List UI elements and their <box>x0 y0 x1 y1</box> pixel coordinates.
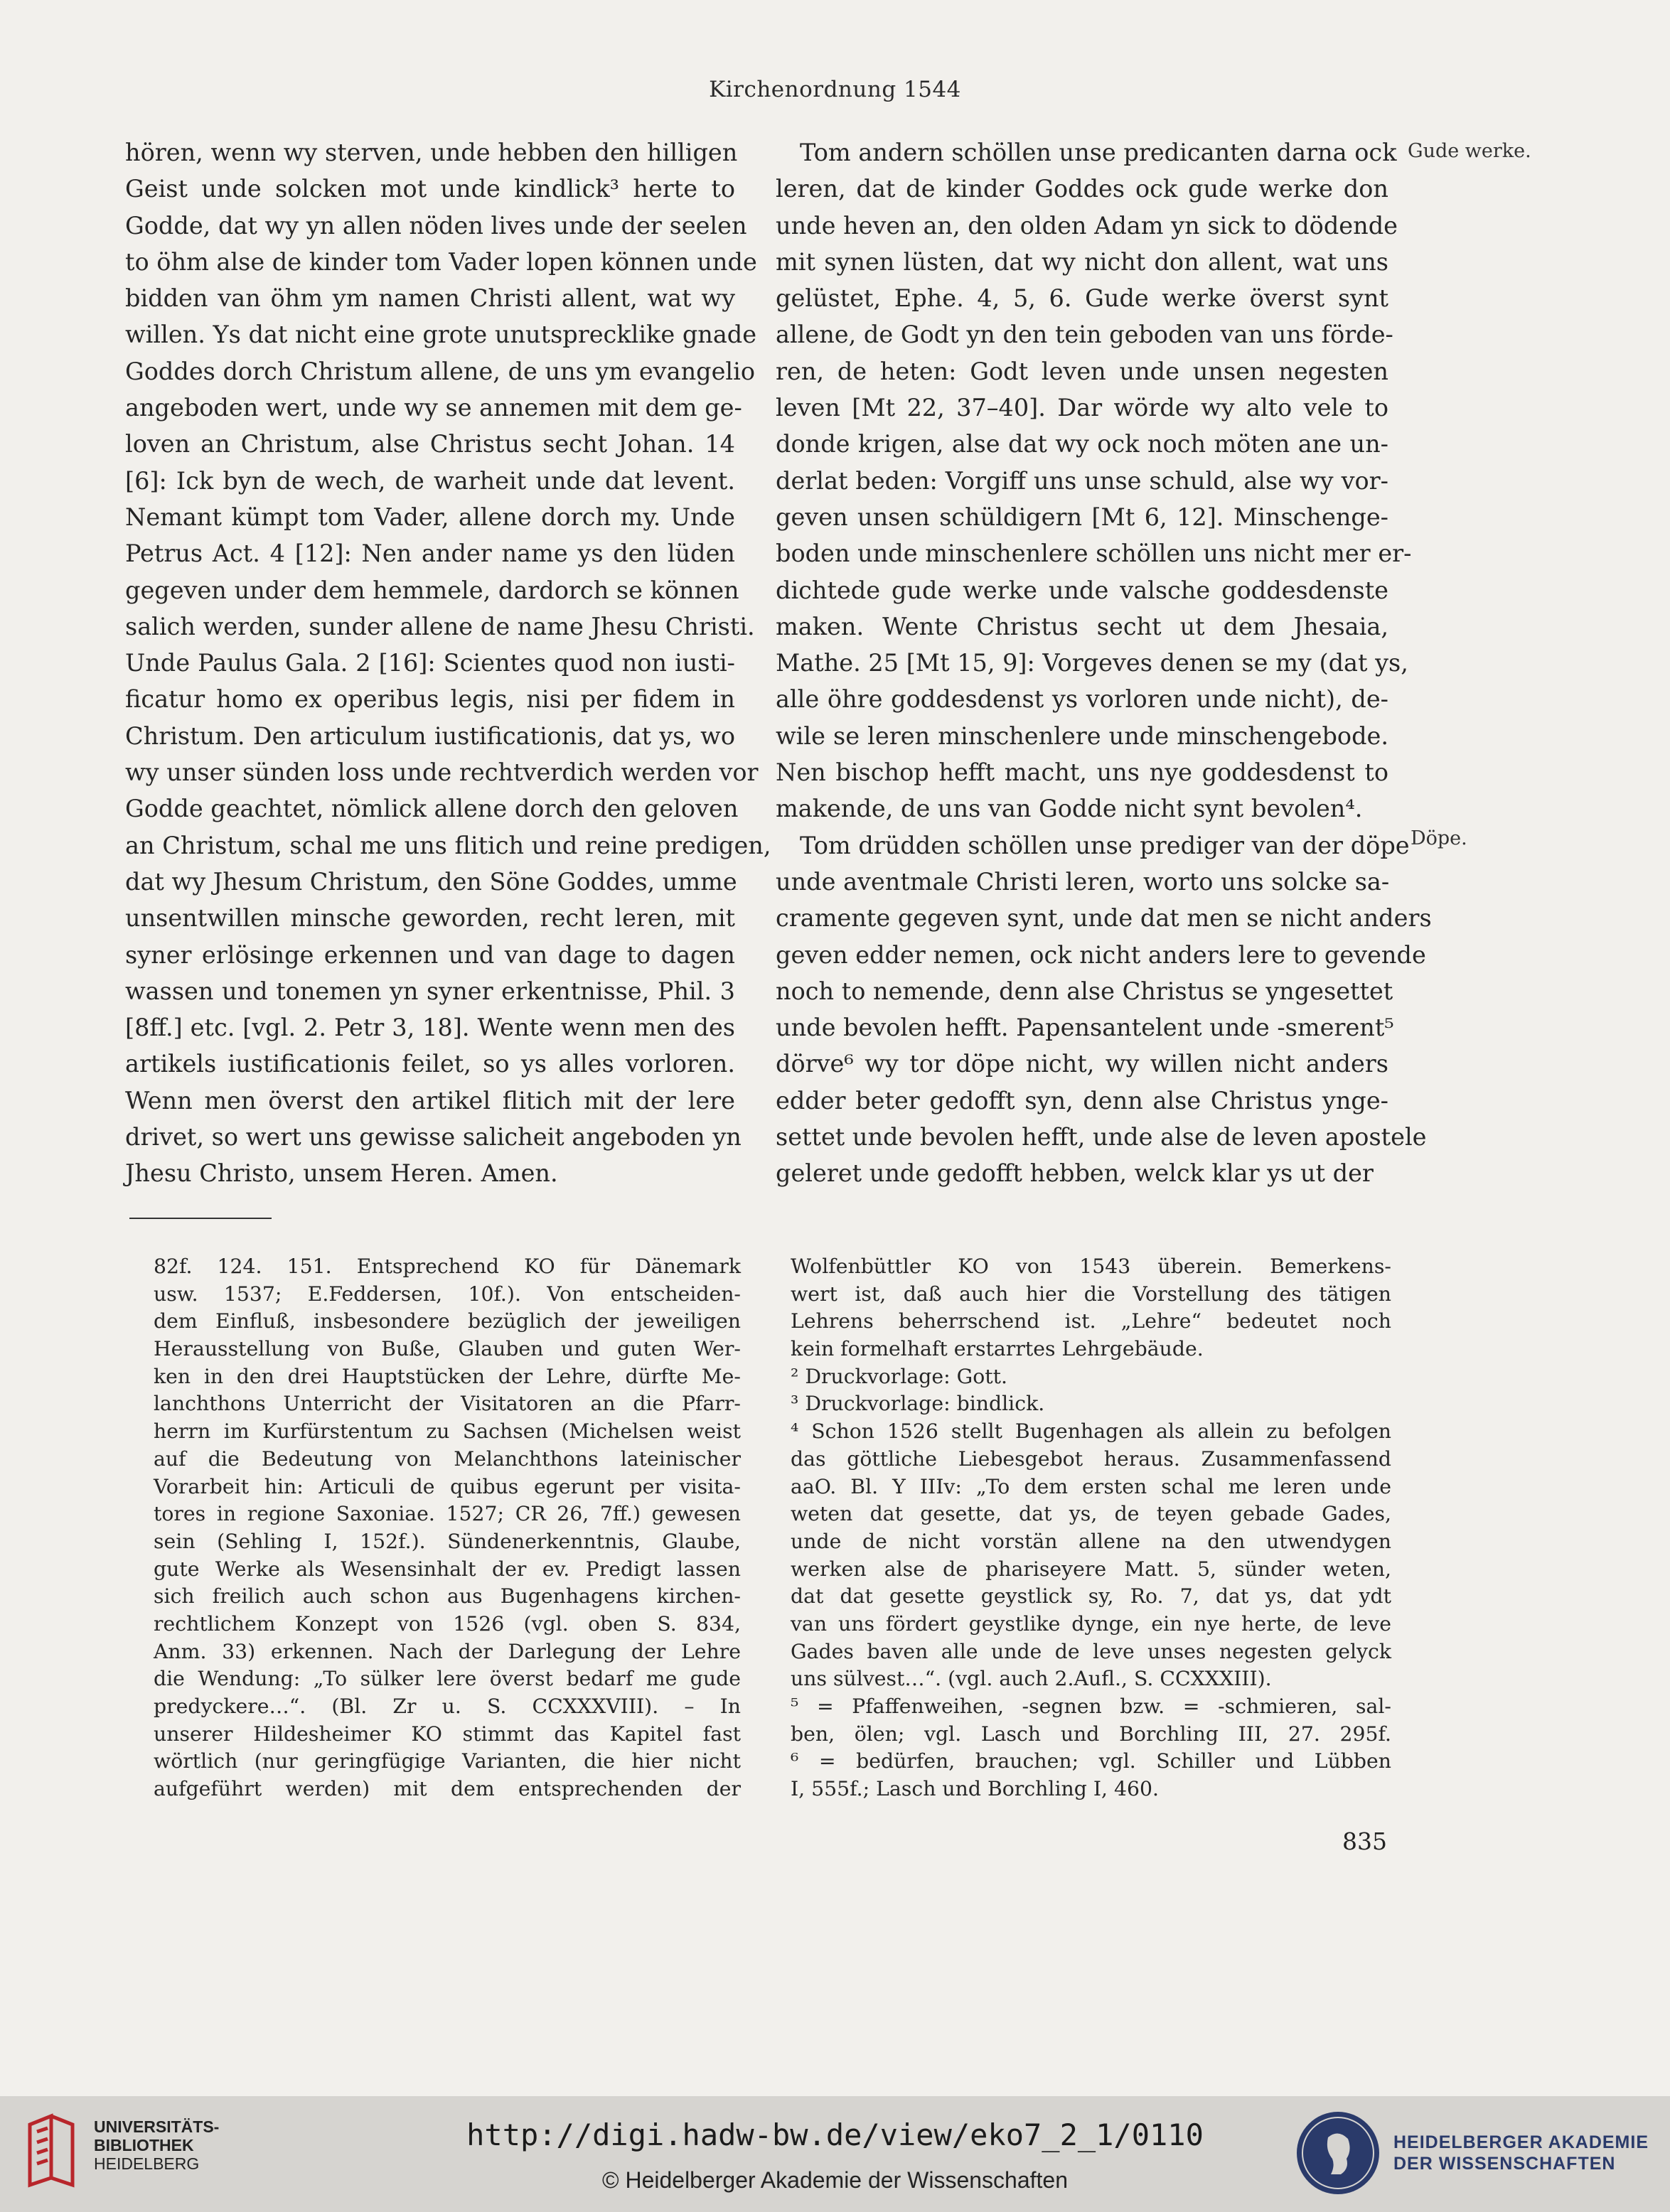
margin-note-gude-werke: Gude werke. <box>1408 140 1531 162</box>
text-line: hören, wenn wy sterven, unde hebben den hilligen <box>125 139 738 166</box>
text-line: unde heven an, den olden Adam yn sick to dödende <box>776 211 1398 240</box>
text-line: predyckere…“. (Bl. Zr u. S. CCXXXVIII). – In <box>154 1695 741 1718</box>
text-line: gute Werke als Wesensinhalt der ev. Predigt lassen <box>154 1557 741 1581</box>
text-line: artikels iustificationis feilet, so ys alles vorloren. <box>125 1050 735 1078</box>
text-line: das göttliche Liebesgebot heraus. Zusammenfassend <box>791 1446 1391 1471</box>
text-line: noch to nemende, denn alse Christus se yngesettet <box>776 977 1393 1005</box>
text-line: Tom drüdden schöllen unse prediger van der döpe <box>800 831 1410 859</box>
text-line: Geist unde solcken mot unde kindlick³ herte to <box>125 175 735 203</box>
text-line: gelüstet, Ephe. 4, 5, 6. Gude werke överst synt <box>776 284 1388 313</box>
text-line: ficatur homo ex operibus legis, nisi per fidem in <box>125 685 735 714</box>
text-line: herrn im Kurfürstentum zu Sachsen (Michelsen weist <box>154 1419 741 1444</box>
text-line: leren, dat de kinder Goddes ock gude werke don <box>776 175 1388 203</box>
text-line: Wenn men överst den artikel flitich mit der lere <box>125 1086 735 1115</box>
text-line: unde bevolen hefft. Papensantelent unde -smerent⁵ <box>776 1014 1394 1042</box>
permalink-url[interactable]: http://digi.hadw-bw.de/view/eko7_2_1/0110 <box>466 2117 1204 2152</box>
text-line: Unde Paulus Gala. 2 [16]: Scientes quod non iusti- <box>125 649 735 677</box>
text-line: unserer Hildesheimer KO stimmt das Kapitel fast <box>154 1722 741 1746</box>
academy-line-1: HEIDELBERGER AKADEMIE <box>1393 2132 1649 2152</box>
footer-bar <box>0 2096 1670 2212</box>
text-line: uns sülvest…“. (vgl. auch 2.Aufl., S. CCXXXIII). <box>791 1667 1272 1691</box>
text-line: die Wendung: „To sülker lere överst bedarf me gude <box>154 1667 741 1691</box>
text-line: dörve⁶ wy tor döpe nicht, wy willen nicht anders <box>776 1050 1388 1078</box>
text-line: aaO. Bl. Y IIIv: „To dem ersten schal me leren unde <box>791 1474 1391 1498</box>
text-line: dat dat gesette geystlick sy, Ro. 7, dat ys, dat ydt <box>791 1584 1391 1609</box>
text-line: Nen bischop hefft macht, uns nye goddesdenst to <box>776 758 1388 787</box>
text-line: to öhm alse de kinder tom Vader lopen können unde <box>125 247 757 276</box>
text-line: ² Druckvorlage: Gott. <box>791 1364 1008 1388</box>
text-line: tores in regione Saxoniae. 1527; CR 26, 7ff.) gewesen <box>154 1502 741 1526</box>
text-line: ben, ölen; vgl. Lasch und Borchling III, 27. 295f. <box>791 1722 1391 1746</box>
text-line: werken alse de phariseyere Matt. 5, sünder weten, <box>791 1557 1391 1581</box>
text-line: loven an Christum, alse Christus secht Johan. 14 <box>125 430 735 458</box>
text-line: angeboden wert, unde wy se annemen mit dem ge- <box>125 394 742 422</box>
text-line: dem Einfluß, insbesondere bezüglich der jeweiligen <box>154 1309 741 1333</box>
text-line: settet unde bevolen hefft, unde alse de leven apostele <box>776 1123 1427 1151</box>
text-line: mit synen lüsten, dat wy nicht don allent, wat uns <box>776 247 1388 276</box>
footnotes-right-column <box>791 1253 1391 1803</box>
ub-line-1: UNIVERSITÄTS- <box>94 2117 220 2136</box>
copyright-notice: © Heidelberger Akademie der Wissenschaften <box>601 2167 1068 2193</box>
left-text-column <box>125 134 771 1192</box>
text-line: geven unsen schüldigern [Mt 6, 12]. Minschenge- <box>776 503 1388 531</box>
right-text-column <box>776 134 1432 1192</box>
text-line: Gades baven alle unde de leve unses negesten gelyck <box>791 1639 1391 1663</box>
ub-line-3: HEIDELBERG <box>94 2154 200 2173</box>
text-line: allene, de Godt yn den tein geboden van uns förde- <box>776 321 1393 349</box>
text-line: bidden van öhm ym namen Christi allent, wat wy <box>125 284 735 313</box>
text-line: geleret unde gedofft hebben, welck klar ys ut der <box>776 1159 1374 1188</box>
text-line: willen. Ys dat nicht eine grote unutsprecklike gnade <box>125 321 757 349</box>
text-line: Christum. Den articulum iustificationis, dat ys, wo <box>125 721 735 750</box>
text-line: [6]: Ick byn de wech, de warheit unde dat levent. <box>125 466 735 495</box>
academy-line-2: DER WISSENSCHAFTEN <box>1393 2154 1616 2174</box>
text-line: Nemant kümpt tom Vader, allene dorch my. Unde <box>125 503 735 531</box>
text-line: sein (Sehling I, 152f.). Sündenerkenntnis, Glaube, <box>154 1529 741 1553</box>
text-line: leven [Mt 22, 37–40]. Dar wörde wy alto vele to <box>776 394 1388 422</box>
text-line: cramente gegeven synt, unde dat men se nicht anders <box>776 904 1432 933</box>
text-line: ⁵ = Pfaffenweihen, -segnen bzw. = -schmieren, sal- <box>791 1695 1391 1718</box>
text-line: rechtlichem Konzept von 1526 (vgl. oben S. 834, <box>154 1611 741 1636</box>
text-line: Wolfenbüttler KO von 1543 überein. Bemerkens- <box>791 1255 1391 1278</box>
text-line: dat wy Jhesum Christum, den Söne Goddes, umme <box>125 867 737 896</box>
ub-line-2: BIBLIOTHEK <box>94 2136 194 2154</box>
text-line: Anm. 33) erkennen. Nach der Darlegung der Lehre <box>154 1639 741 1663</box>
text-line: Godde, dat wy yn allen nöden lives unde der seelen <box>125 211 747 240</box>
text-line: salich werden, sunder allene de name Jhesu Christi. <box>125 612 755 640</box>
text-line: unde aventmale Christi leren, worto uns solcke sa- <box>776 867 1390 896</box>
academy-label <box>1393 2132 1649 2174</box>
text-line: Goddes dorch Christum allene, de uns ym evangelio <box>125 357 756 385</box>
academy-seal-icon[interactable] <box>1294 2109 1382 2197</box>
text-line: Mathe. 25 [Mt 15, 9]: Vorgeves denen se my (dat ys, <box>776 649 1408 677</box>
text-line: edder beter gedofft syn, denn alse Christus ynge- <box>776 1086 1388 1115</box>
text-line: wassen und tonemen yn syner erkentnisse, Phil. 3 <box>125 977 735 1005</box>
text-line: gegeven under dem hemmele, dardorch se können <box>125 576 739 604</box>
text-line: kein formelhaft erstarrtes Lehrgebäude. <box>791 1337 1204 1361</box>
text-line: makende, de uns van Godde nicht synt bevolen⁴. <box>776 795 1363 823</box>
text-line: weten dat gesette, dat ys, de teyen gebade Gades, <box>791 1502 1391 1526</box>
text-line: wy unser sünden loss unde rechtverdich werden vor <box>125 758 759 787</box>
text-line: Herausstellung von Buße, Glauben und guten Wer- <box>154 1337 741 1361</box>
text-line: unsentwillen minsche geworden, recht leren, mit <box>125 904 735 933</box>
text-line: Godde geachtet, nömlick allene dorch den geloven <box>125 795 739 823</box>
text-line: drivet, so wert uns gewisse salicheit angeboden yn <box>125 1123 742 1151</box>
text-line: Vorarbeit hin: Articuli de quibus egerunt per visita- <box>154 1474 741 1498</box>
text-line: ³ Druckvorlage: bindlick. <box>791 1392 1045 1416</box>
text-line: derlat beden: Vorgiff uns unse schuld, alse wy vor- <box>776 466 1388 495</box>
text-line: wile se leren minschenlere unde minschengebode. <box>776 721 1388 750</box>
text-line: Petrus Act. 4 [12]: Nen ander name ys den lüden <box>125 539 735 568</box>
margin-note-doepe: Döpe. <box>1411 827 1467 849</box>
text-line: ken in den drei Hauptstücken der Lehre, dürfte Me- <box>154 1364 741 1388</box>
text-line: 82f. 124. 151. Entsprechend KO für Dänemark <box>154 1255 741 1278</box>
running-header: Kirchenordnung 1544 <box>709 77 961 102</box>
text-line: auf die Bedeutung von Melanchthons lateinischer <box>154 1446 741 1471</box>
text-line: wert ist, daß auch hier die Vorstellung des tätigen <box>791 1282 1391 1306</box>
text-line: ⁴ Schon 1526 stellt Bugenhagen als allein zu befolgen <box>791 1419 1391 1444</box>
text-line: lanchthons Unterricht der Visitatoren an die Pfarr- <box>154 1392 741 1416</box>
text-line: aufgeführt werden) mit dem entsprechenden der <box>154 1777 741 1801</box>
text-line: alle öhre goddesdenst ys vorloren unde nicht), de- <box>776 685 1388 714</box>
text-line: an Christum, schal me uns flitich und reine predigen, <box>125 831 771 859</box>
footnotes-left-column <box>154 1253 741 1803</box>
text-line: I, 555f.; Lasch und Borchling I, 460. <box>791 1777 1160 1801</box>
text-line: maken. Wente Christus secht ut dem Jhesaia, <box>776 612 1388 640</box>
text-line: [8ff.] etc. [vgl. 2. Petr 3, 18]. Wente wenn men des <box>125 1014 735 1042</box>
text-line: van uns fördert geystlike dynge, ein nye herte, de leve <box>791 1611 1391 1636</box>
text-line: unde de nicht vorstän allene na den utwendygen <box>791 1529 1391 1553</box>
text-line: dichtede gude werke unde valsche goddesdenste <box>776 576 1388 604</box>
text-line: sich freilich auch schon aus Bugenhagens kirchen- <box>154 1584 741 1609</box>
text-line: Tom andern schöllen unse predicanten darna ock <box>800 139 1397 166</box>
footnote-separator <box>129 1218 272 1219</box>
text-line: ren, de heten: Godt leven unde unsen negesten <box>776 357 1388 385</box>
text-line: Lehrens beherrschend ist. „Lehre“ bedeutet noch <box>791 1309 1391 1333</box>
text-line: ⁶ = bedürfen, brauchen; vgl. Schiller und Lübben <box>791 1749 1391 1773</box>
page-number: 835 <box>1342 1827 1387 1855</box>
text-line: Jhesu Christo, unsem Heren. Amen. <box>125 1159 558 1188</box>
text-line: donde krigen, alse dat wy ock noch möten ane un- <box>776 430 1388 458</box>
text-line: boden unde minschenlere schöllen uns nicht mer er- <box>776 539 1412 568</box>
text-line: syner erlösinge erkennen und van dage to dagen <box>125 940 735 969</box>
text-line: geven edder nemen, ock nicht anders lere to gevende <box>776 940 1426 969</box>
text-line: wörtlich (nur geringfügige Varianten, die hier nicht <box>154 1749 741 1773</box>
text-line: usw. 1537; E.Feddersen, 10f.). Von entscheiden- <box>154 1282 741 1306</box>
